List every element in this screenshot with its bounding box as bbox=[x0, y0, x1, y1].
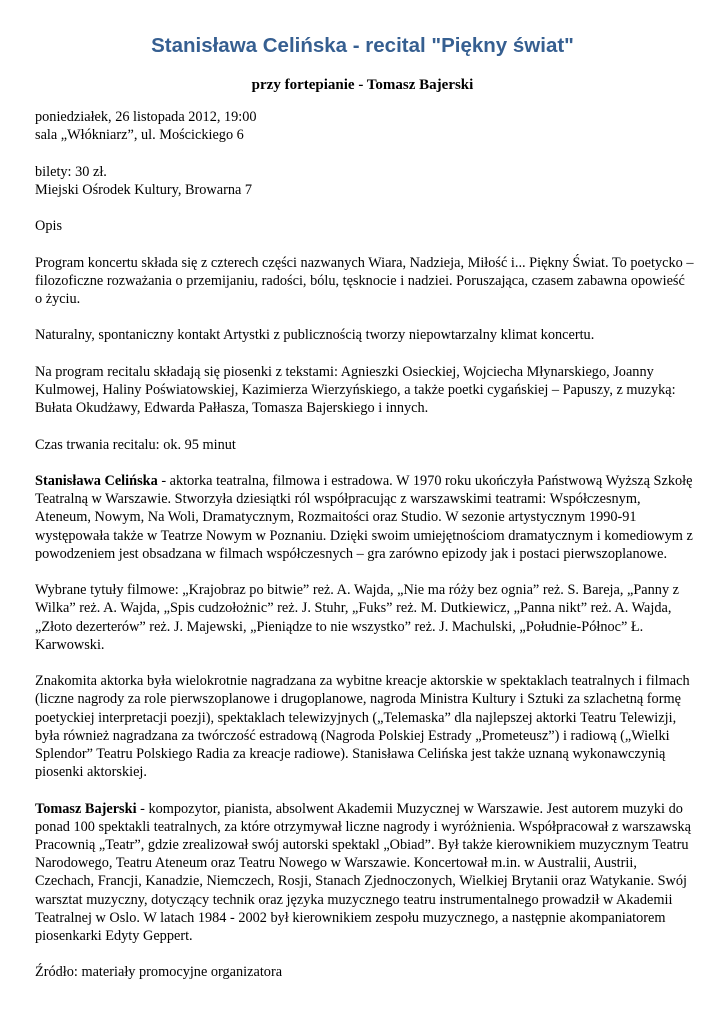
event-info bbox=[35, 108, 695, 144]
event-date: poniedziałek, 26 listopada 2012, 19:00 bbox=[35, 109, 257, 125]
celinska-bio-paragraph bbox=[35, 472, 695, 563]
page-subtitle: przy fortepianie - Tomasz Bajerski bbox=[251, 77, 474, 93]
films-paragraph: Wybrane tytuły filmowe: „Krajobraz po bitwie” reż. A. Wajda, „Nie ma róży bez ognia” reż. S. Bareja, „Panny z Wilka” reż. A. Wajda, „Spis cudzołożnic” reż. J. Stuhr, „Fuks” reż. M. Dutkiewicz, „Panna nikt” reż. A. Wajda, „Złoto dezerterów” reż. J. Majewski, „Pieniądze to nie wszystko” reż. J. Machulski, „Południe-Północ” Ł. Karwowski. bbox=[35, 582, 680, 653]
page-title: Stanisława Celińska - recital "Piękny świat" bbox=[151, 34, 574, 57]
duration-paragraph: Czas trwania recitalu: ok. 95 minut bbox=[35, 436, 236, 453]
ticket-price: bilety: 30 zł. bbox=[35, 163, 107, 180]
bajerski-bio-text: - kompozytor, pianista, absolwent Akademii Muzycznej w Warszawie. Jest autorem muzyki do ponad 100 spektakli teatralnych, za które otrzymywał liczne nagrody i wyróżnienia. Współpracował z warszawską Pracownią „Teatr”, gdzie zrealizował swój autorski spektakl „Obiad”. Był także kierownikiem muzycznym Teatru Narodowego, Teatru Ateneum oraz Teatru Nowego w Warszawie. Koncertował m.in. w Australii, Austrii, Czechach, Francji, Kanadzie, Niemczech, Rosji, Stanach Zjednoczonych, Wielkiej Brytanii oraz Watykanie. Swój warsztat muzyczny, dotyczący technik oraz języka muzycznego teatru instrumentalnego prowadził w Akademii Teatralnej w Oslo. W latach 1984 - 2002 był kierownikiem zespołu muzycznego, a następnie akompaniatorem piosenkarki Edyty Geppert. bbox=[35, 800, 691, 944]
event-venue: sala „Włókniarz”, ul. Mościckiego 6 bbox=[35, 127, 244, 144]
description-heading: Opis bbox=[35, 218, 63, 235]
bajerski-bio-paragraph bbox=[35, 800, 695, 946]
celinska-name: Stanisława Celińska bbox=[35, 472, 158, 489]
ticket-info bbox=[35, 163, 695, 199]
contact-paragraph: Naturalny, spontaniczny kontakt Artystki z publicznością tworzy niepowtarzalny klimat koncertu. bbox=[35, 327, 595, 344]
ticket-organizer: Miejski Ośrodek Kultury, Browarna 7 bbox=[35, 181, 253, 198]
document-body bbox=[35, 108, 695, 1000]
awards-paragraph: Znakomita aktorka była wielokrotnie nagradzana za wybitne kreacje aktorskie w spektaklach teatralnych i filmach (liczne nagrody za role pierwszoplanowe i drugoplanowe, nagroda Ministra Kultury i Sztuki za szlachetną formę poetyckiej interpretacji poezji), spektaklach telewizyjnych („Telemaska” dla najlepszej aktorki Teatru Telewizji, była również nagradzana za twórczość estradową (Nagroda Polskiej Estrady „Prometeusz”) i radiową („Wielki Splendor” Teatru Polskiego Radia za kreacje radiowe). Stanisława Celińska jest także uznaną wykonawczynią piosenki aktorskiej. bbox=[35, 673, 690, 781]
program-paragraph: Program koncertu składa się z czterech części nazwanych Wiara, Nadzieja, Miłość i... Piękny Świat. To poetycko – filozoficzne rozważania o przemijaniu, radości, bólu, tęsknocie i nadziei. Poruszająca, czasem zabawna opowieść o życiu. bbox=[35, 254, 694, 307]
celinska-bio-text: - aktorka teatralna, filmowa i estradowa. W 1970 roku ukończyła Państwową Wyższą Szkołę Teatralną w Warszawie. Stworzyła dziesiątki ról współpracując z warszawskimi teatrami: Współczesnym, Ateneum, Nowym, Na Woli, Dramatycznym, Rozmaitości oraz Studio. W sezonie artystycznym 1990-91 występowała także w Teatrze Nowym w Poznaniu. Dzięki swoim umiejętnościom dramatycznym i komediowym z powodzeniem jest obsadzana w filmach współczesnych – gra zarówno epizody jak i postaci pierwszoplanowe. bbox=[35, 472, 693, 562]
bajerski-name: Tomasz Bajerski bbox=[35, 800, 137, 817]
source-paragraph: Źródło: materiały promocyjne organizatora bbox=[35, 964, 283, 981]
songs-paragraph: Na program recitalu składają się piosenki z tekstami: Agnieszki Osieckiej, Wojciecha Młynarskiego, Joanny Kulmowej, Haliny Poświatowskiej, Kazimierza Wierzyńskiego, a także poetki cygańskiej – Papuszy, z muzyką: Bułata Okudżawy, Edwarda Pałłasza, Tomasza Bajerskiego i innych. bbox=[35, 363, 676, 417]
